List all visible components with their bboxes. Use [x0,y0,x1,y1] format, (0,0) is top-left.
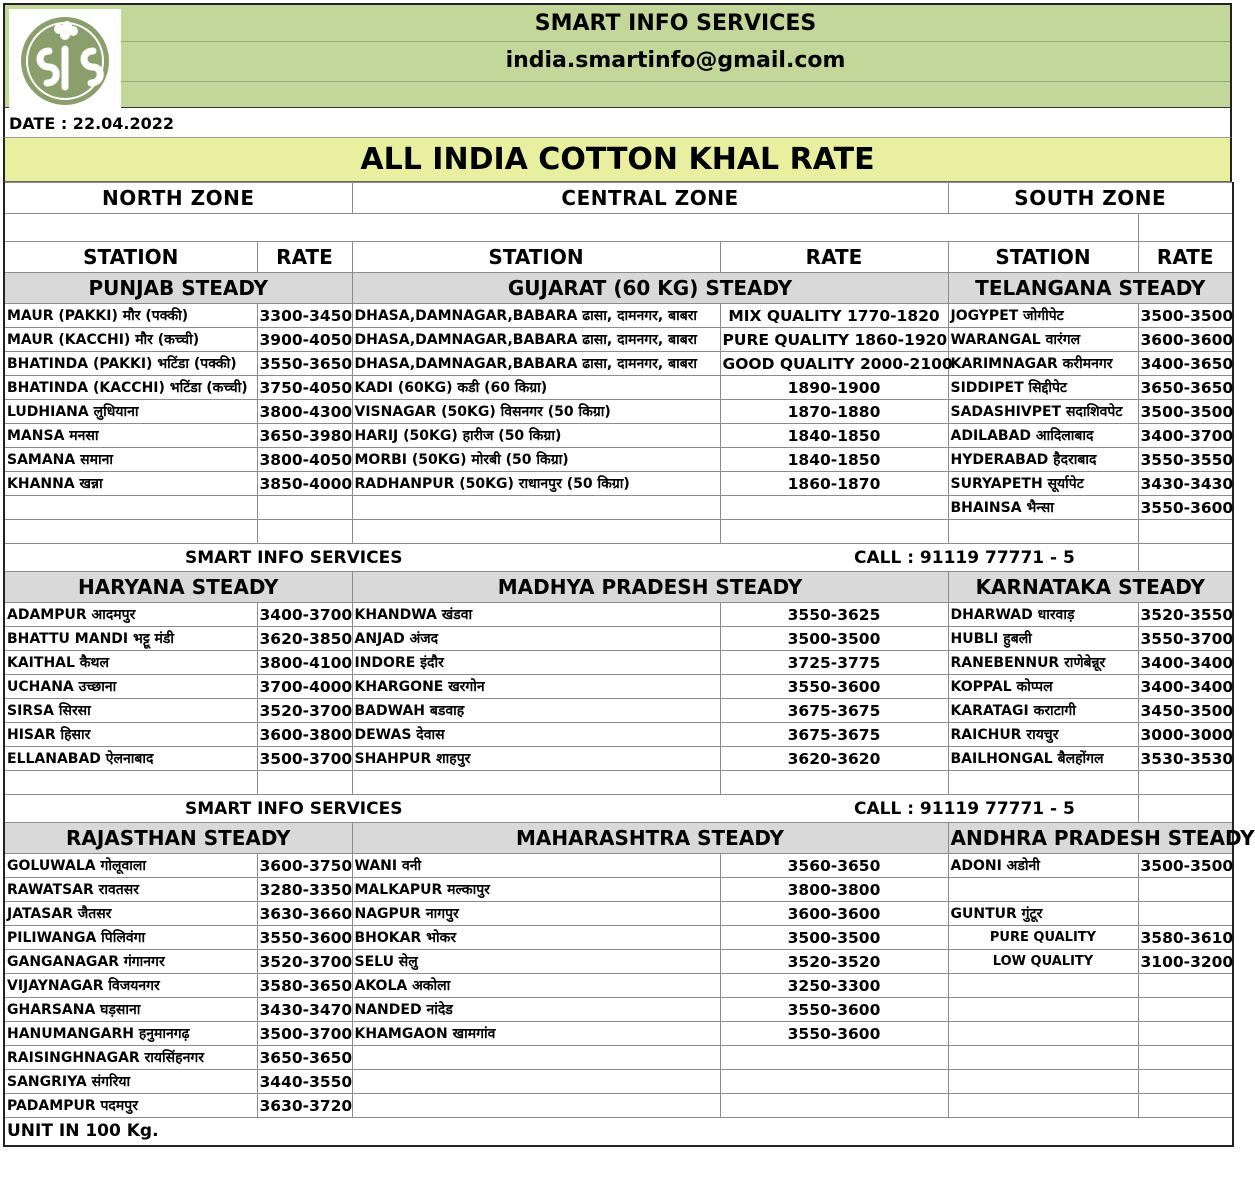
station-name: SURYAPETH सूर्यापेट [948,472,1138,496]
station-rate: 3600-3600 [720,902,948,926]
page-title: ALL INDIA COTTON KHAL RATE [3,138,1232,182]
station-name: HUBLI हुबली [948,627,1138,651]
column-header-rate: RATE [257,242,352,273]
station-name: BHOKAR भोकर [352,926,720,950]
table-row [4,496,1233,520]
table-row [4,376,1233,400]
station-name: NAGPUR नागपुर [352,902,720,926]
station-name: RADHANPUR (50KG) राधानपुर (50 किग्रा) [352,472,720,496]
station-rate: 3750-4050 [257,376,352,400]
station-rate: 3650-3980 [257,424,352,448]
station-name [948,998,1138,1022]
station-name: MALKAPUR मल्कापुर [352,878,720,902]
station-rate [257,496,352,520]
station-name [948,771,1138,795]
station-rate [1138,998,1233,1022]
station-rate: 3500-3500 [1138,854,1233,878]
table-row [4,627,1233,651]
station-rate: 1870-1880 [720,400,948,424]
promo-company: SMART INFO SERVICES [257,795,720,823]
table-row [4,675,1233,699]
central-zone-heading: CENTRAL ZONE [352,183,948,214]
station-rate: 3530-3530 [1138,747,1233,771]
station-name: KARATAGI कराटागी [948,699,1138,723]
station-rate: GOOD QUALITY 2000-2100 [720,352,948,376]
table-row [4,472,1233,496]
station-rate: 3620-3620 [720,747,948,771]
station-rate: 3550-3625 [720,603,948,627]
table-row [4,699,1233,723]
station-name: KADI (60KG) कडी (60 किग्रा) [352,376,720,400]
station-rate: 1860-1870 [720,472,948,496]
table-row [4,448,1233,472]
station-rate [1138,1094,1233,1118]
state-heading: GUJARAT (60 KG) STEADY [352,273,948,304]
table-row [4,520,1233,544]
date-label: DATE : 22.04.2022 [3,108,1232,138]
station-rate: PURE QUALITY 1860-1920 [720,328,948,352]
station-name: SANGRIYA संगरिया [4,1070,257,1094]
table-row [4,651,1233,675]
station-rate: 3520-3520 [720,950,948,974]
header-divider [121,41,1230,42]
station-rate: 3500-3500 [1138,304,1233,328]
station-name: ADAMPUR आदमपुर [4,603,257,627]
spacer-row [4,214,1138,242]
station-name: GANGANAGAR गंगानगर [4,950,257,974]
station-rate [1138,1046,1233,1070]
station-name: BHATINDA (KACCHI) भटिंडा (कच्ची) [4,376,257,400]
station-rate [720,496,948,520]
unit-label: UNIT IN 100 Kg. [4,1118,1233,1146]
station-rate [1138,1070,1233,1094]
station-name [948,520,1138,544]
station-rate: 3550-3700 [1138,627,1233,651]
station-name: BHATINDA (PAKKI) भटिंडा (पक्की) [4,352,257,376]
station-name: BHAINSA भैन्सा [948,496,1138,520]
station-name [948,1046,1138,1070]
station-name: VISNAGAR (50KG) विसनगर (50 किग्रा) [352,400,720,424]
station-name: KHARGONE खरगोन [352,675,720,699]
company-email: india.smartinfo@gmail.com [505,48,846,73]
station-name [352,520,720,544]
station-rate: 3400-3650 [1138,352,1233,376]
table-row [4,400,1233,424]
station-rate: 3500-3500 [720,926,948,950]
station-name: BAILHONGAL बैलहोंगल [948,747,1138,771]
station-rate: 3550-3550 [1138,448,1233,472]
station-name: BHATTU MANDI भट्टू मंडी [4,627,257,651]
column-header-station: STATION [4,242,257,273]
table-row [4,603,1233,627]
station-rate [1138,771,1233,795]
station-rate: 3400-3400 [1138,675,1233,699]
state-heading: KARNATAKA STEADY [948,572,1233,603]
station-rate [720,1070,948,1094]
station-rate: 3440-3550 [257,1070,352,1094]
state-heading: MAHARASHTRA STEADY [352,823,948,854]
station-name: KOPPAL कोप्पल [948,675,1138,699]
station-rate: 3600-3600 [1138,328,1233,352]
station-rate: 3430-3430 [1138,472,1233,496]
station-rate: 3630-3660 [257,902,352,926]
table-row [4,878,1233,902]
station-rate [1138,878,1233,902]
state-heading: TELANGANA STEADY [948,273,1233,304]
station-name [352,1070,720,1094]
station-rate: 3800-4050 [257,448,352,472]
station-name: RAISINGHNAGAR रायसिंहनगर [4,1046,257,1070]
station-name: MANSA मनसा [4,424,257,448]
station-rate: 3700-4000 [257,675,352,699]
station-rate: 3675-3675 [720,723,948,747]
table-row [4,304,1233,328]
station-rate: 1840-1850 [720,448,948,472]
station-name: ADONI अडोनी [948,854,1138,878]
station-rate: 3620-3850 [257,627,352,651]
station-rate: 3000-3000 [1138,723,1233,747]
table-row [4,902,1233,926]
state-heading: RAJASTHAN STEADY [4,823,352,854]
header-divider [121,81,1230,82]
station-name: WARANGAL वारंगल [948,328,1138,352]
station-rate [720,1094,948,1118]
station-name: JOGYPET जोगीपेट [948,304,1138,328]
station-rate: 3800-3800 [720,878,948,902]
promo-phone: CALL : 91119 77771 - 5 [720,544,1138,572]
south-zone-heading: SOUTH ZONE [948,183,1233,214]
station-rate: 3650-3650 [257,1046,352,1070]
station-rate: 3500-3700 [257,747,352,771]
station-name: RANEBENNUR राणेबेन्नूर [948,651,1138,675]
table-row [4,747,1233,771]
station-name: AKOLA अकोला [352,974,720,998]
station-rate [720,520,948,544]
station-name: PILIWANGA पिलिवंगा [4,926,257,950]
table-row [4,352,1233,376]
station-rate [720,771,948,795]
table-row [4,998,1233,1022]
table-row [4,1022,1233,1046]
station-name [352,1094,720,1118]
station-name [4,520,257,544]
station-rate: 3550-3600 [1138,496,1233,520]
station-name: PADAMPUR पदमपुर [4,1094,257,1118]
station-name: KHANNA खन्ना [4,472,257,496]
column-header-station: STATION [948,242,1138,273]
table-row [4,1046,1233,1070]
station-name: ELLANABAD ऐलनाबाद [4,747,257,771]
station-name: HANUMANGARH हनुमानगढ़ [4,1022,257,1046]
table-row [4,974,1233,998]
station-rate: 3400-3700 [1138,424,1233,448]
station-name: UCHANA उच्छाना [4,675,257,699]
station-name: SHAHPUR शाहपुर [352,747,720,771]
station-rate: 1840-1850 [720,424,948,448]
station-rate: 3600-3750 [257,854,352,878]
table-row [4,1094,1233,1118]
north-zone-heading: NORTH ZONE [4,183,352,214]
company-logo [9,9,121,109]
station-name: SADASHIVPET सदाशिवपेट [948,400,1138,424]
station-name: HARIJ (50KG) हारीज (50 किग्रा) [352,424,720,448]
station-name: DEWAS देवास [352,723,720,747]
state-heading: HARYANA STEADY [4,572,352,603]
station-rate: 3550-3650 [257,352,352,376]
station-rate: 3520-3550 [1138,603,1233,627]
station-name [4,496,257,520]
station-name [4,771,257,795]
station-name [948,878,1138,902]
state-heading: PUNJAB STEADY [4,273,352,304]
table-row [4,1070,1233,1094]
station-name: SIDDIPET सिद्दीपेट [948,376,1138,400]
station-name: INDORE इंदौर [352,651,720,675]
station-rate: 3630-3720 [257,1094,352,1118]
station-name: GUNTUR गुंटूर [948,902,1138,926]
station-rate: 3400-3700 [257,603,352,627]
station-name: NANDED नांदेड [352,998,720,1022]
station-rate [1138,974,1233,998]
station-name: KHAMGAON खामगांव [352,1022,720,1046]
station-rate: 3500-3500 [720,627,948,651]
station-name: WANI वनी [352,854,720,878]
column-header-station: STATION [352,242,720,273]
station-name: DHASA,DAMNAGAR,BABARA ढासा, दामनगर, बाबरा [352,304,720,328]
station-rate: 3550-3600 [720,998,948,1022]
station-name: DHARWAD धारवाड़ [948,603,1138,627]
station-rate: 3675-3675 [720,699,948,723]
station-rate: 3520-3700 [257,699,352,723]
station-name: SELU सेलु [352,950,720,974]
station-rate: 1890-1900 [720,376,948,400]
station-rate: 3600-3800 [257,723,352,747]
station-rate: 3850-4000 [257,472,352,496]
table-row [4,328,1233,352]
station-name: JATASAR जैतसर [4,902,257,926]
station-name: RAWATSAR रावतसर [4,878,257,902]
station-name: LUDHIANA लुधियाना [4,400,257,424]
station-rate: 3580-3610 [1138,926,1233,950]
table-row [4,723,1233,747]
station-name: ANJAD अंजद [352,627,720,651]
station-name: KARIMNAGAR करीमनगर [948,352,1138,376]
spacer-row [1138,214,1233,242]
station-name: DHASA,DAMNAGAR,BABARA ढासा, दामनगर, बाबरा [352,352,720,376]
station-rate: 3800-4300 [257,400,352,424]
station-name: SIRSA सिरसा [4,699,257,723]
station-name [948,1094,1138,1118]
station-rate [1138,902,1233,926]
station-name: GHARSANA घड़साना [4,998,257,1022]
column-header-rate: RATE [1138,242,1233,273]
station-rate [720,1046,948,1070]
station-rate [257,520,352,544]
station-rate: 3650-3650 [1138,376,1233,400]
header-banner [3,3,1232,108]
station-name: VIJAYNAGAR विजयनगर [4,974,257,998]
station-rate: MIX QUALITY 1770-1820 [720,304,948,328]
station-name [352,1046,720,1070]
state-heading: MADHYA PRADESH STEADY [352,572,948,603]
station-name: HISAR हिसार [4,723,257,747]
station-rate: 3250-3300 [720,974,948,998]
station-name [352,771,720,795]
station-name: HYDERABAD हैदराबाद [948,448,1138,472]
station-rate: 3100-3200 [1138,950,1233,974]
station-rate: 3520-3700 [257,950,352,974]
station-name [948,1022,1138,1046]
promo-phone: CALL : 91119 77771 - 5 [720,795,1138,823]
station-rate: 3500-3500 [1138,400,1233,424]
station-rate: 3560-3650 [720,854,948,878]
station-rate: 3550-3600 [720,1022,948,1046]
cotton-logo-icon [9,9,121,109]
station-name: KHANDWA खंडवा [352,603,720,627]
station-name [352,496,720,520]
station-rate: 3550-3600 [257,926,352,950]
station-name: PURE QUALITY [948,926,1138,950]
station-name [948,1070,1138,1094]
station-name: ADILABAD आदिलाबाद [948,424,1138,448]
station-rate [1138,1022,1233,1046]
promo-spacer [1138,795,1233,823]
station-name: SAMANA समाना [4,448,257,472]
station-name [948,974,1138,998]
station-name: MAUR (PAKKI) मौर (पक्की) [4,304,257,328]
station-rate: 3300-3450 [257,304,352,328]
station-rate: 3580-3650 [257,974,352,998]
station-name: RAICHUR रायचुर [948,723,1138,747]
station-name: LOW QUALITY [948,950,1138,974]
station-name: KAITHAL कैथल [4,651,257,675]
table-row [4,926,1233,950]
table-row [4,950,1233,974]
company-name: SMART INFO SERVICES [534,11,817,36]
station-name: MORBI (50KG) मोरबी (50 किग्रा) [352,448,720,472]
rate-table [3,182,1255,1147]
station-rate: 3280-3350 [257,878,352,902]
station-rate [1138,520,1233,544]
column-header-rate: RATE [720,242,948,273]
station-rate: 3430-3470 [257,998,352,1022]
station-rate: 3900-4050 [257,328,352,352]
promo-spacer [1138,544,1233,572]
station-rate: 3400-3400 [1138,651,1233,675]
state-heading: ANDHRA PRADESH STEADY [948,823,1233,854]
station-name: BADWAH बडवाह [352,699,720,723]
station-rate: 3800-4100 [257,651,352,675]
station-rate [257,771,352,795]
station-rate: 3450-3500 [1138,699,1233,723]
station-rate: 3550-3600 [720,675,948,699]
station-rate: 3725-3775 [720,651,948,675]
table-row [4,424,1233,448]
station-name: GOLUWALA गोलूवाला [4,854,257,878]
promo-company: SMART INFO SERVICES [257,544,720,572]
station-rate: 3500-3700 [257,1022,352,1046]
table-row [4,771,1233,795]
table-row [4,854,1233,878]
station-name: MAUR (KACCHI) मौर (कच्ची) [4,328,257,352]
station-name: DHASA,DAMNAGAR,BABARA ढासा, दामनगर, बाबरा [352,328,720,352]
